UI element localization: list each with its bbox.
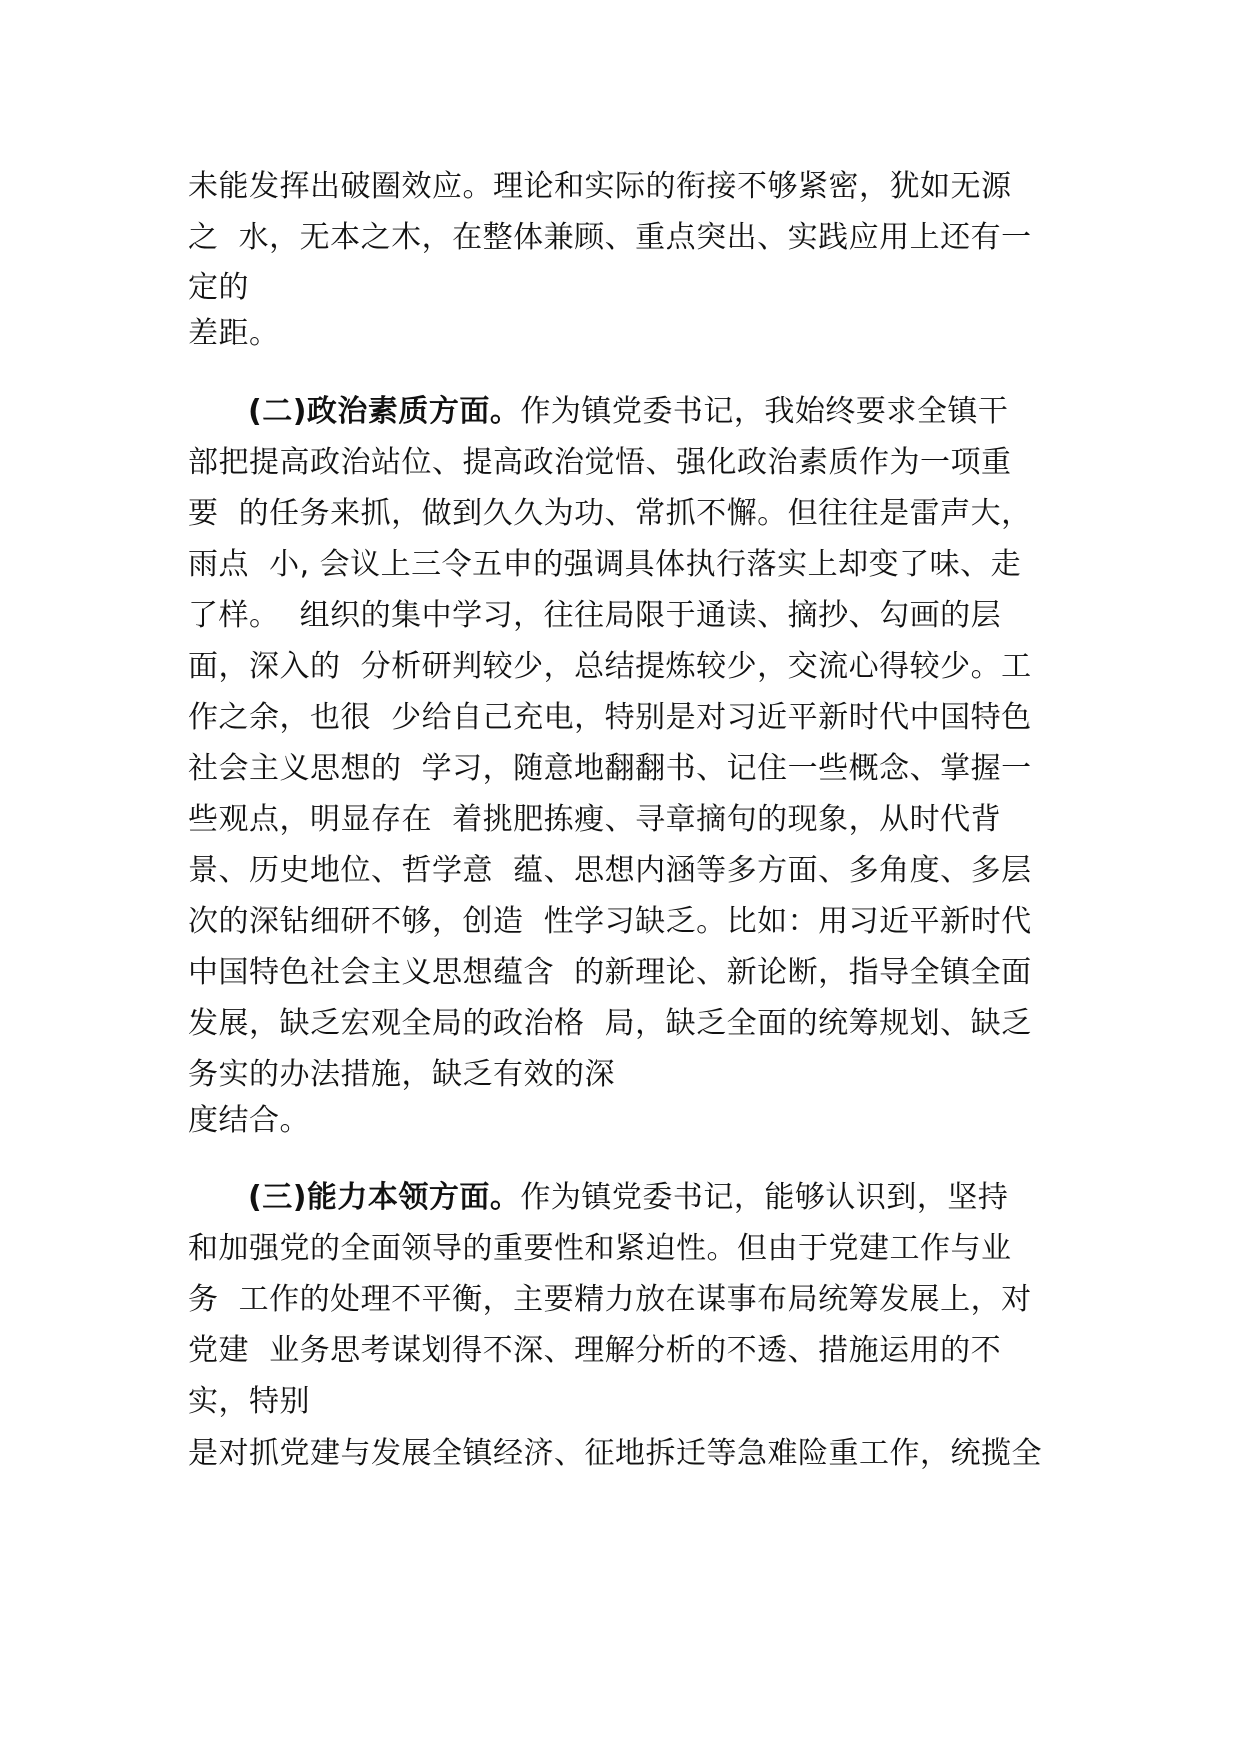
paragraph-line: 面，深入的 分析研判较少，总结提炼较少，交流心得较少。工 xyxy=(188,649,1032,684)
paragraph-line: 作之余，也很 少给自己充电，特别是对习近平新时代中国特色 xyxy=(188,700,1032,735)
paragraph-line: 雨点 小, 会议上三令五申的强调具体执行落实上却变了味、走 xyxy=(188,547,1022,582)
paragraph-line: 些观点，明显存在 着挑肥拣瘦、寻章摘句的现象，从时代背 xyxy=(188,802,1002,837)
section-3-heading: (三)能力本领方面。 xyxy=(248,1180,521,1215)
paragraph-line: 是对抓党建与发展全镇经济、征地拆迁等急难险重工作，统揽全 xyxy=(188,1436,1042,1471)
paragraph-line: 党建 业务思考谋划得不深、理解分析的不透、措施运用的不 xyxy=(188,1333,1002,1368)
paragraph-line: 务 工作的处理不平衡，主要精力放在谋事布局统筹发展上，对 xyxy=(188,1282,1032,1317)
paragraph-line: 度结合。 xyxy=(188,1103,310,1138)
paragraph-line: 实，特别 xyxy=(188,1384,310,1419)
paragraph-line: 要 的任务来抓，做到久久为功、常抓不懈。但往往是雷声大， xyxy=(188,496,1032,531)
section-2-heading: (二)政治素质方面。 xyxy=(248,394,521,429)
paragraph-line: 和加强党的全面领导的重要性和紧迫性。但由于党建工作与业 xyxy=(188,1231,1012,1266)
paragraph-line: 发展，缺乏宏观全局的政治格 局，缺乏全面的统筹规划、缺乏 xyxy=(188,1006,1032,1041)
paragraph-line: 次的深钻细研不够，创造 性学习缺乏。比如：用习近平新时代 xyxy=(188,904,1032,939)
paragraph-line: 部把提高政治站位、提高政治觉悟、强化政治素质作为一项重 xyxy=(188,445,1012,480)
paragraph-line: 差距。 xyxy=(188,316,280,351)
paragraph-line: 中国特色社会主义思想蕴含 的新理论、新论断，指导全镇全面 xyxy=(188,955,1032,990)
section-3-first-line-text: 作为镇党委书记，能够认识到，坚持 xyxy=(520,1180,1009,1215)
section-3-first-line xyxy=(248,1178,1008,1218)
paragraph-line: 定的 xyxy=(188,270,249,305)
section-2-first-line-text: 作为镇党委书记，我始终要求全镇干 xyxy=(520,394,1009,429)
paragraph-line: 务实的办法措施，缺乏有效的深 xyxy=(188,1057,615,1092)
section-2-first-line xyxy=(248,392,1008,432)
paragraph-line: 之 水，无本之木，在整体兼顾、重点突出、实践应用上还有一 xyxy=(188,220,1032,255)
paragraph-line: 未能发挥出破圈效应。理论和实际的衔接不够紧密，犹如无源 xyxy=(188,169,1012,204)
paragraph-line: 了样。 组织的集中学习，往往局限于通读、摘抄、勾画的层 xyxy=(188,598,1002,633)
paragraph-line: 社会主义思想的 学习，随意地翻翻书、记住一些概念、掌握一 xyxy=(188,751,1032,786)
paragraph-line: 景、历史地位、哲学意 蕴、思想内涵等多方面、多角度、多层 xyxy=(188,853,1032,888)
